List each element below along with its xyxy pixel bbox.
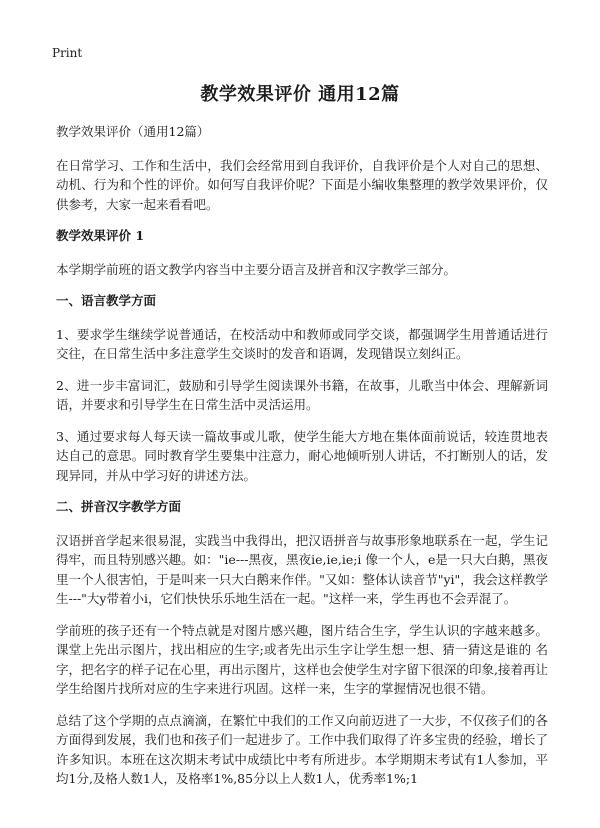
section1-intro-paragraph: 本学期学前班的语文教学内容当中主要分语言及拼音和汉字教学三部分。 — [56, 261, 457, 277]
intro-paragraph: 在日常学习、工作和生活中，我们会经常用到自我评价，自我评价是个人对自己的思想、动机、行为和个性的评价。如何写自我评价呢？下面是小编收集整理的教学效果评价，仅供参考，大家一起来看看吧。 — [56, 157, 548, 212]
paragraph-a3: 3、通过要求每人每天读一篇故事或儿歌，使学生能大方地在集体面前说话，较连贯地表达自己的意思。同时教育学生要集中注意力，耐心地倾听别人讲话，不打断别人的话，发现异同，并从中学习好的讲述方法。 — [56, 428, 548, 483]
paragraph-b2: 学前班的孩子还有一个特点就是对图片感兴趣，图片结合生字，学生认识的字越来越多。课堂上先出示图片，找出相应的生字;或者先出示生字让学生想一想、猜一猜这是谁的 名字，把名字的样子记在心里，再出示图片，这样也会使学生对字留下很深的印象,接着再让学生给图片找所对应的生字来进行巩固。这样一来，生字的掌握情况也很不错。 — [56, 622, 548, 696]
paragraph-b3: 总结了这个学期的点点滴滴，在繁忙中我们的工作又向前迈进了一大步，不仅孩子们的各方面得到发展，我们也和孩子们一起进步了。工作中我们取得了许多宝贵的经验，增长了许多知识。本班在这次期末考试中成绩比中考有所进步。本学期期末考试有1人参加，平均1分,及格人数1人，及格率1%,85分以上人数1人，优秀率1%;1 — [56, 712, 548, 786]
heading-pinyin-teaching: 二、拼音汉字教学方面 — [56, 499, 182, 514]
print-label: Print — [52, 46, 83, 60]
document-title: 教学效果评价 通用12篇 — [200, 84, 400, 105]
paragraph-a1: 1、要求学生继续学说普通话，在校活动中和教师或同学交谈，都强调学生用普通话进行交往，在日常生活中多注意学生交谈时的发音和语调，发现错误立刻纠正。 — [56, 326, 548, 361]
paragraph-b1: 汉语拼音学起来很易混，实践当中我得出，把汉语拼音与故事形象地联系在一起，学生记得牢，而且特别感兴趣。如："ie---黑夜，黑夜ie,ie,ie;i 像一个人，e是一只大白鹅，黑夜里一个人很害怕，于是叫来一只大白鹅来作伴。"又如：整体认读音节"yi"，我会这样教学生---"大y带着小i，它们快快乐乐地生活在一起。"这样一来，学生再也不会弄混了。 — [56, 532, 548, 606]
document-subtitle: 教学效果评价（通用12篇） — [56, 124, 210, 139]
section-heading-1: 教学效果评价 1 — [56, 228, 145, 243]
paragraph-a2: 2、进一步丰富词汇，鼓励和引导学生阅读课外书籍，在故事，儿歌当中体会、理解新词语，并要求和引导学生在日常生活中灵活运用。 — [56, 377, 548, 412]
document-body — [56, 122, 548, 801]
heading-language-teaching: 一、语言教学方面 — [56, 293, 157, 308]
